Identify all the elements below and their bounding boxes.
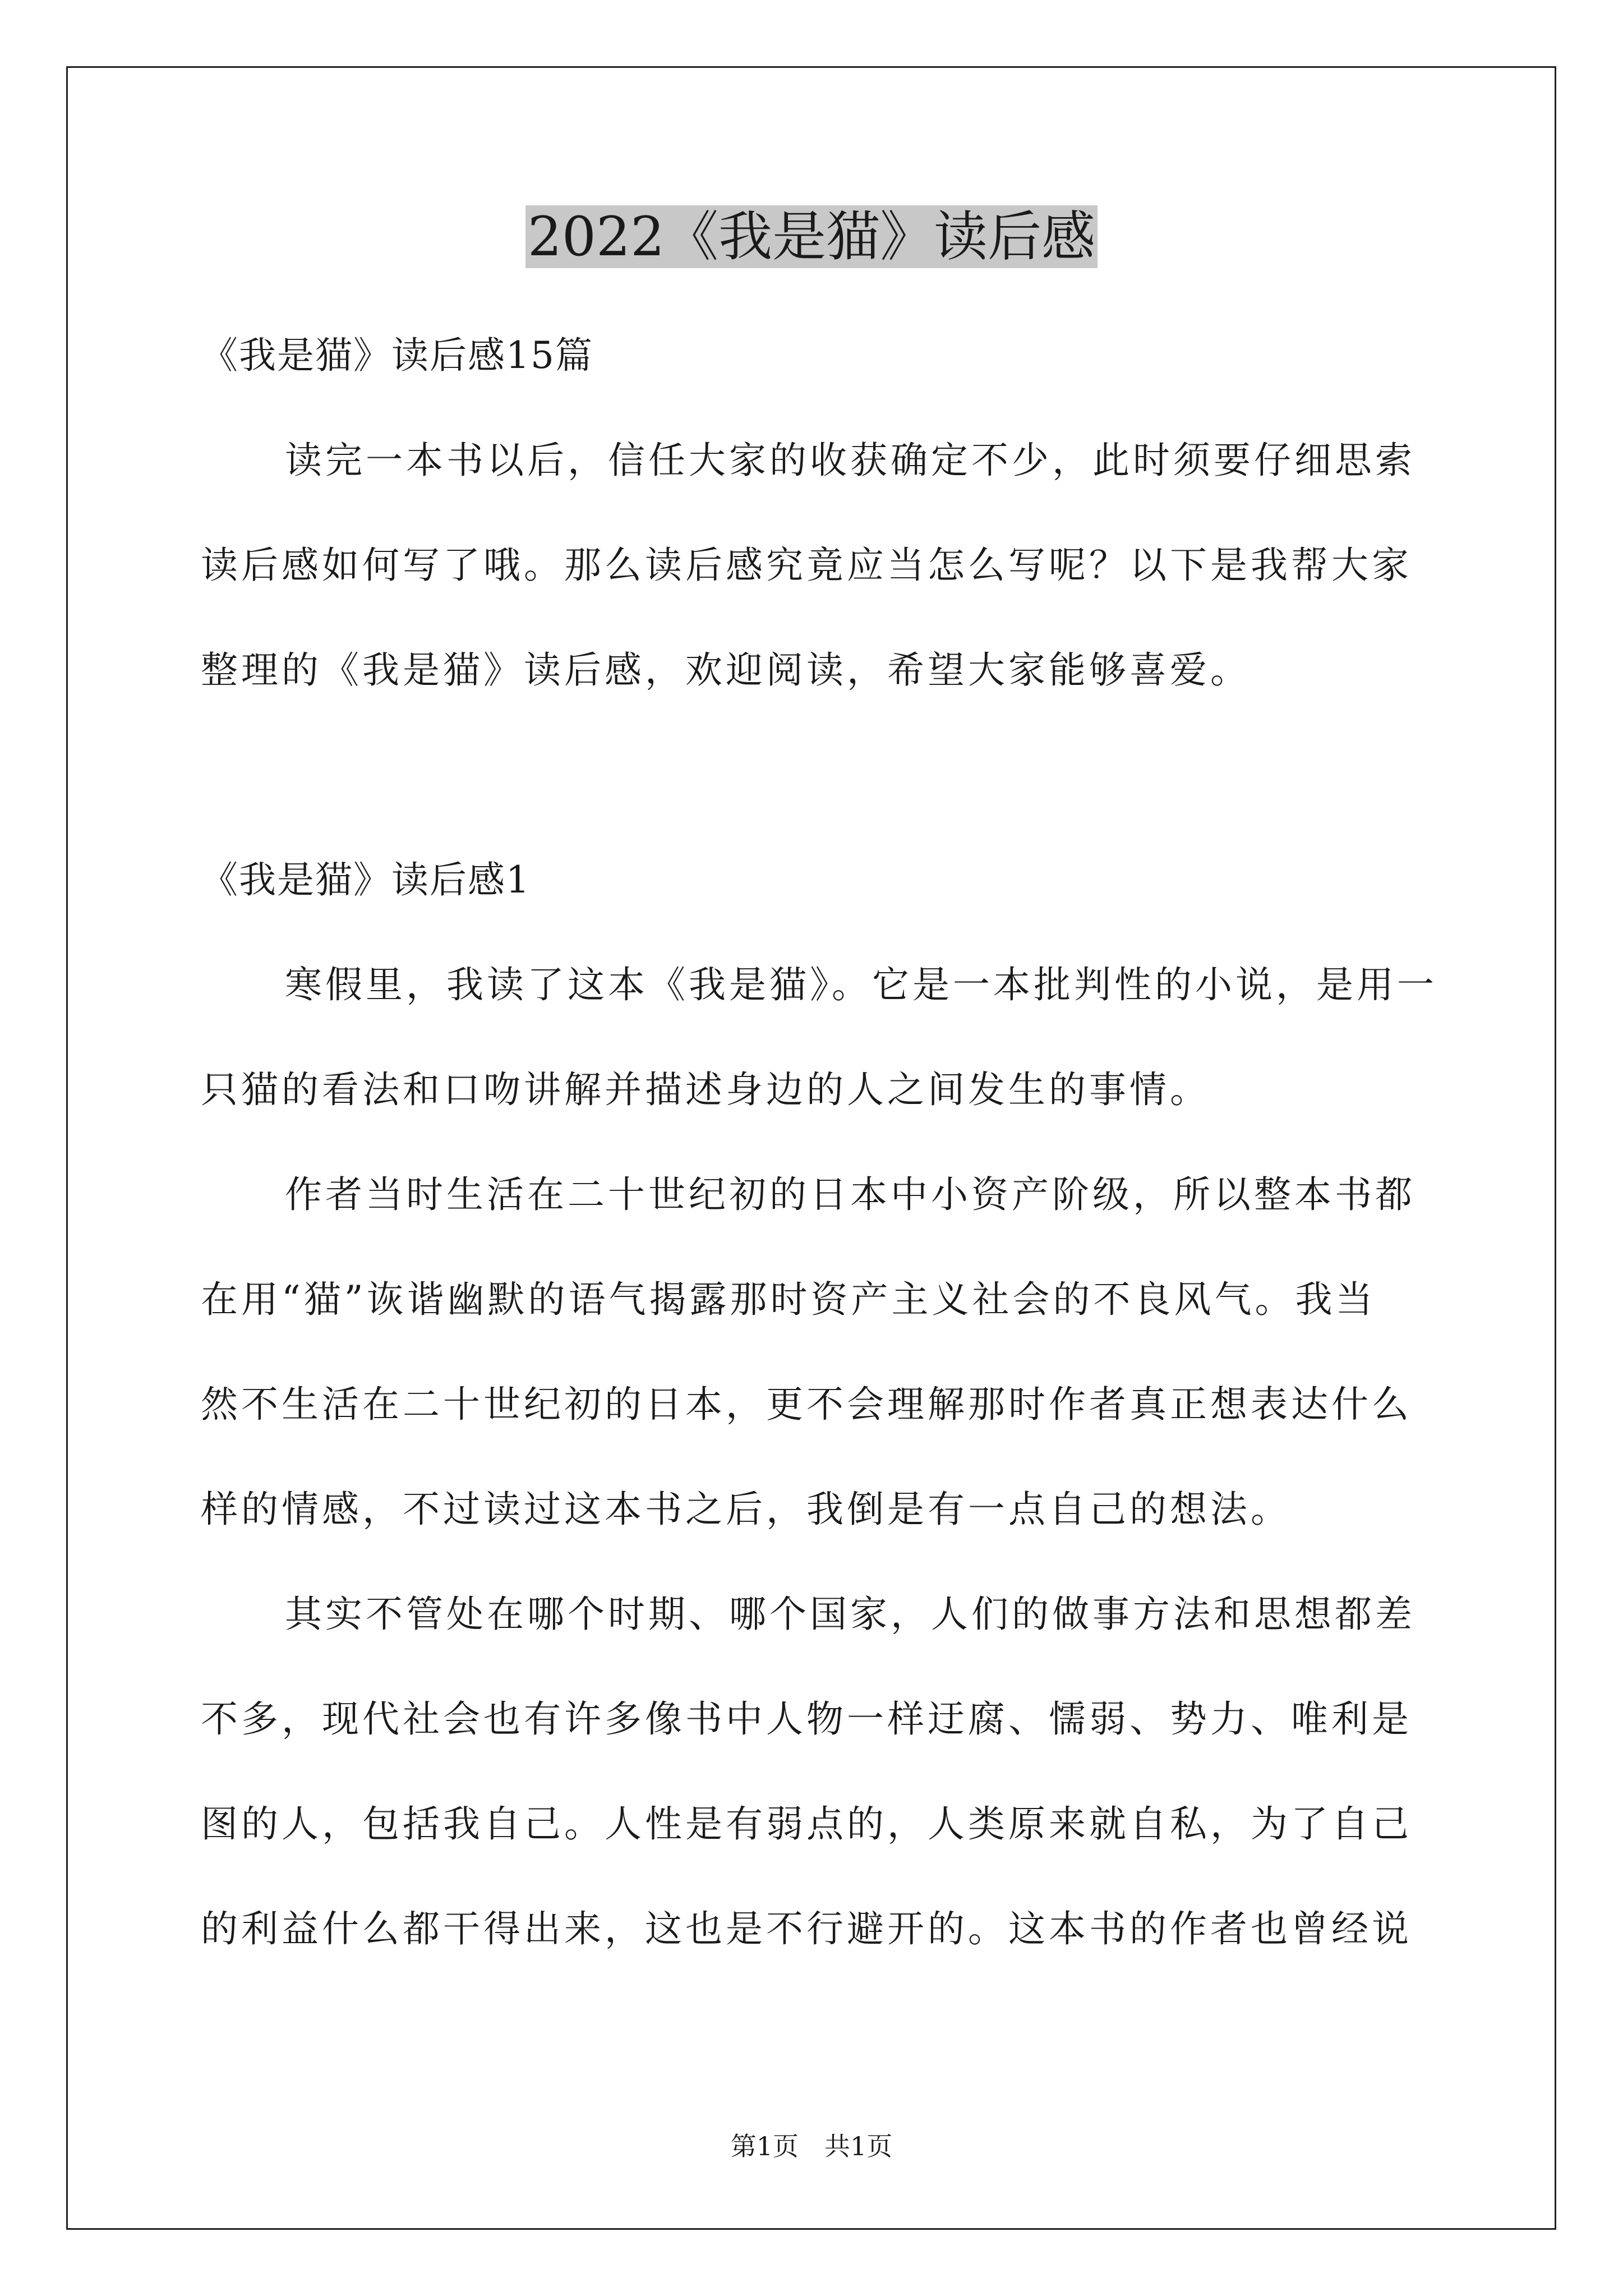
subtitle: 《我是猫》读后感15篇 [201,334,593,377]
para3-line-4: 的利益什么都干得出来，这也是不行避开的。这本书的作者也曾经说 [201,1907,1412,1950]
para1-line-2: 只猫的看法和口吻讲解并描述身边的人之间发生的事情。 [201,1068,1210,1111]
para3-line-3: 图的人，包括我自己。人性是有弱点的，人类原来就自私，为了自己 [201,1802,1412,1846]
document-title [0,197,1623,276]
document-body [201,303,1435,1981]
para1-line-1: 寒假里，我读了这本《我是猫》。它是一本批判性的小说，是用一 [285,963,1437,1006]
para3-line-1: 其实不管处在哪个时期、哪个国家，人们的做事方法和思想都差 [285,1593,1415,1636]
para2-line-3: 然不生活在二十世纪初的日本，更不会理解那时作者真正想表达什么 [201,1383,1412,1426]
title-highlight: 2022《我是猫》读后感 [525,205,1098,268]
spacer [201,723,1435,827]
para2-line-2: 在用“猫”诙谐幽默的语气揭露那时资产主义社会的不良风气。我当 [201,1278,1376,1321]
intro-line-2: 读后感如何写了哦。那么读后感究竟应当怎么写呢？以下是我帮大家 [201,544,1412,587]
para3-line-2: 不多，现代社会也有许多像书中人物一样迂腐、懦弱、势力、唯利是 [201,1697,1412,1741]
page-footer: 第1页 共1页 [730,2131,893,2161]
intro-line-1: 读完一本书以后，信任大家的收获确定不少，此时须要仔细思索 [285,439,1415,482]
para2-line-1: 作者当时生活在二十世纪初的日本中小资产阶级，所以整本书都 [285,1173,1415,1216]
intro-line-3: 整理的《我是猫》读后感，欢迎阅读，希望大家能够喜爱。 [201,648,1251,692]
section-heading: 《我是猫》读后感1 [201,858,531,901]
para2-line-4: 样的情感，不过读过这本书之后，我倒是有一点自己的想法。 [201,1488,1291,1531]
